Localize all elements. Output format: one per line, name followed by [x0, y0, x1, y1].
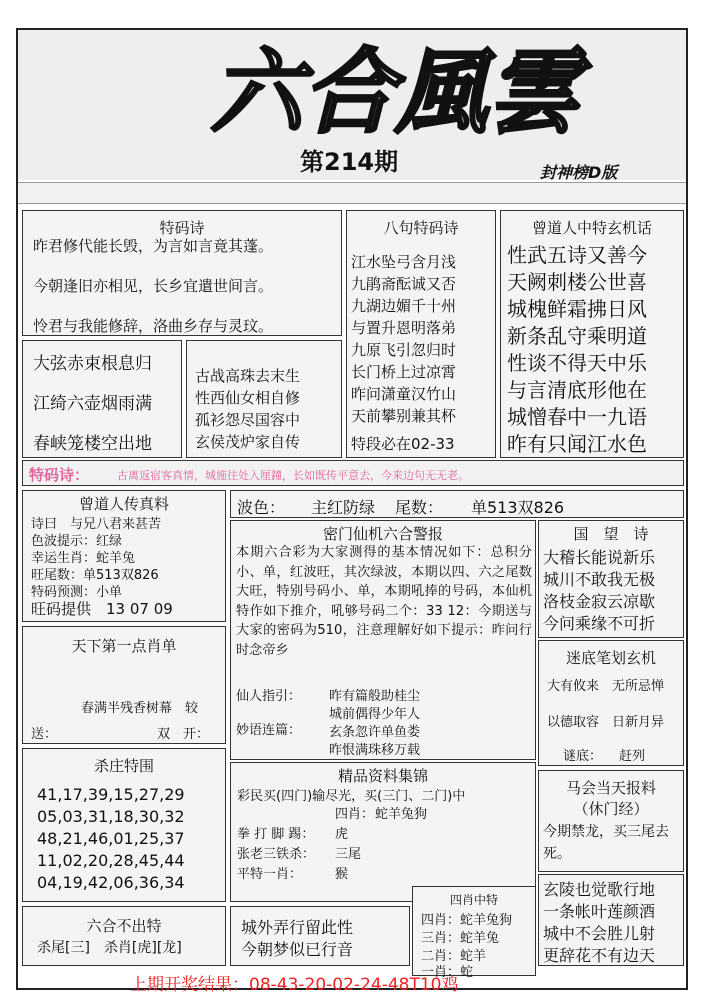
jingpin-row-value: 猴 [335, 867, 349, 882]
zhenkan-row: 诗曰 与兄八君来甚苦 [31, 517, 162, 532]
poem-line: 怜君与我能修辞，洛曲乡存与灵玟。 [33, 317, 274, 335]
shazhuang-row: 05,03,31,18,30,32 [37, 807, 185, 826]
tianxia-shuangkai: 双 开： [157, 727, 210, 742]
xuanling-box [538, 874, 684, 966]
tianxia-title: 天下第一点肖单 [71, 637, 177, 655]
mahui-text: 今期禁龙，买三尾去死。 [543, 824, 669, 862]
zengdao-line: 与言清底形他在 [507, 378, 647, 402]
zhenkan-row: 幸运生肖：蛇羊兔 [31, 551, 136, 566]
zhenkan-title: 曾道人传真料 [78, 495, 169, 513]
zhenkan-row: 色波提示：红绿 [31, 534, 123, 549]
zhenkan-row: 旺码提供 13 07 09 [31, 600, 173, 618]
jingpin-sixiao: 蛇羊兔狗 [375, 807, 428, 822]
midi-line: 以德取容 日新月异 [547, 715, 665, 730]
poem-line: 今朝逢旧亦相见，长乡宜遣世间言。 [33, 277, 274, 295]
tianxia-song: 送： [31, 727, 58, 742]
xuanling-line: 玄陵也觉歌行地 [543, 880, 656, 899]
mimen-zhiyin-label: 仙人指引： [236, 689, 302, 704]
eight-title: 八句特码诗 [383, 219, 459, 237]
shazhuang-title: 杀庄特围 [93, 757, 154, 775]
eight-line: 长门桥上过凉霄 [351, 363, 457, 381]
sixiaozhong-row: 三肖：蛇羊兔 [421, 931, 500, 946]
jingpin-sixiao-label: 四肖： [335, 807, 375, 822]
jingpin-row-label: 张老三铁杀： [237, 847, 316, 862]
verse-line: 春峡笼楼空出地 [33, 434, 152, 454]
zengdao-line: 新条乱守乘明道 [507, 324, 647, 348]
midi-box [538, 640, 684, 766]
xuanling-line: 一条帐叶莲颜酒 [543, 902, 656, 921]
buchu-line: 杀尾[三] 杀肖[虎][龙] [37, 940, 182, 956]
zhenkan-box [22, 490, 226, 622]
mimen-box [230, 520, 536, 760]
bose-box [230, 490, 684, 518]
tianxia-box [22, 626, 226, 744]
mahui-title: 马会当天报料 [565, 779, 656, 797]
shazhuang-row: 41,17,39,15,27,29 [37, 785, 185, 804]
zengdao-box [500, 210, 684, 458]
jingpin-box [230, 762, 536, 902]
mahui-subtitle: （休门经） [573, 800, 649, 818]
guowang-line: 今问乘缘不可折 [543, 614, 656, 633]
zengdao-line: 昨有只闻江水色 [507, 432, 647, 456]
eight-line: 与置升恩明落弟 [351, 319, 457, 337]
jingpin-row-value: 虎 [335, 827, 349, 842]
verse-line: 江绮六壶烟雨满 [33, 394, 152, 414]
zengdao-line: 城憎春中一九语 [507, 405, 647, 429]
eight-line: 江水坠弓含月浅 [351, 253, 457, 271]
poem-line: 昨君修代能长毁，为言如言竟其蓬。 [33, 237, 274, 255]
verse-line: 孤衫怨尽国容中 [195, 411, 301, 429]
guowang-line: 洛枝金寂云凉歇 [543, 592, 656, 611]
logo-icon [160, 36, 630, 144]
mimen-title: 密门仙机六合警报 [322, 525, 443, 543]
zengdao-line: 性武五诗又善今 [507, 243, 647, 267]
zengdao-line: 城槐鲜霜拂日风 [507, 297, 647, 321]
jingpin-row-label: 平特一肖： [237, 867, 303, 882]
verse-line: 古战高珠去末生 [195, 367, 301, 385]
poem-box [22, 210, 342, 336]
temashi-text: 古离返宿客真情，城施往处入厘鐘，长如既传平意去，今来边句无无老。 [117, 469, 469, 482]
mimen-zhiyin: 昨有篇般助桂尘 [329, 689, 421, 704]
zengdao-line: 性谈不得天中乐 [507, 351, 647, 375]
guowang-box [538, 520, 684, 638]
buchu-title: 六合不出特 [86, 917, 162, 935]
result-text: 上期开奖结果：08-43-20-02-24-48T10鸡 [130, 975, 459, 995]
mimen-paragraph: 本期六合彩为大家测得的基本情况如下：总积分小、单，红波旺，其次绿波，本期以四、六之尾数大旺，特别号码小、单，本期吼捧的号码，本仙机特作如下推介，吼够号码二个：33 12：今期送与大家的密码为510，注意理解好如下提示：昨问行时念帝乡 [236, 545, 532, 658]
bose-tail-value: 单513双826 [471, 498, 565, 517]
mahui-box [538, 770, 684, 872]
sixiaozhong-row: 四肖：蛇羊兔狗 [421, 913, 513, 928]
zengdao-line: 天阙刺楼公世喜 [507, 270, 647, 294]
logo-text: 六合風雲 [210, 38, 580, 144]
left-verse-box [22, 340, 182, 458]
midi-title: 迷底笔划玄机 [565, 649, 656, 667]
shazhuang-box [22, 748, 226, 902]
mid-verse-box [186, 340, 342, 458]
guowang-title: 国 望 诗 [573, 525, 649, 543]
guowang-line: 大稽长能说新乐 [543, 548, 656, 567]
mimen-miaoyu: 玄条忽许单鱼娄 [329, 725, 421, 740]
mimen-miaoyu-label: 妙语连篇： [236, 723, 302, 738]
sixiaozhong-title: 四肖中特 [449, 893, 498, 907]
mimen-miaoyu: 昨恨满珠移万载 [329, 743, 421, 758]
jingpin-title: 精品资料集锦 [337, 767, 428, 785]
eight-line: 九鹃斋酝诚又否 [351, 275, 457, 293]
sixiaozhong-row: 一肖：蛇 [421, 965, 474, 980]
zhenkan-row: 旺尾数：单513双826 [31, 568, 159, 583]
eight-line-box [346, 210, 496, 458]
zengdao-title: 曾道人中特玄机话 [531, 219, 652, 237]
jingpin-row-value: 三尾 [335, 847, 362, 862]
temashi-banner [22, 460, 684, 486]
sixiaozhong-box [412, 886, 536, 980]
xuanling-line: 更辞花不有边天 [543, 946, 656, 965]
verse-line: 大弦赤束根息归 [33, 354, 152, 374]
midi-answer: 赶列 [619, 749, 646, 764]
verse-line: 性西仙女相自修 [195, 389, 301, 407]
eight-line: 九湖边媚千十州 [351, 297, 457, 315]
midi-answer-label: 谜底： [563, 749, 603, 764]
eight-line: 九原飞引忽归时 [351, 341, 457, 359]
shazhuang-row: 04,19,42,06,36,34 [37, 873, 185, 892]
jingpin-caimin: 彩民买(四门)输尽光，买(三门、二门)中 [237, 789, 466, 804]
bose-tail-label: 尾数： [395, 498, 444, 517]
midi-line: 大有攸来 无所忌惮 [547, 679, 665, 694]
shazhuang-row: 48,21,46,01,25,37 [37, 829, 185, 848]
eight-line: 昨问潇童汉竹山 [351, 385, 457, 403]
issue-number: 第214期 [300, 148, 399, 176]
poem-title: 特码诗 [159, 219, 205, 237]
mimen-miaoyu: 城前偶得少年人 [329, 707, 421, 722]
chengwai-line: 城外弄行留此性 [241, 918, 354, 937]
shazhuang-row: 11,02,20,28,45,44 [37, 851, 185, 870]
eight-line: 天前攀别兼其杯 [351, 407, 457, 425]
xuanling-line: 城中不会胜儿射 [543, 924, 656, 943]
temashi-label: 特码诗： [29, 466, 90, 484]
zhenkan-row: 特码预测：小单 [31, 585, 123, 600]
edition-label: 封神榜D版 [540, 163, 618, 182]
header-band [18, 182, 686, 204]
eight-footer: 特段必在02-33 [351, 435, 455, 453]
guowang-line: 城川不敢我无极 [543, 570, 656, 589]
bose-label: 波色： [237, 498, 286, 517]
verse-line: 玄侯茂炉家自传 [195, 433, 301, 451]
chengwai-line: 今朝梦似已行音 [241, 940, 354, 959]
chengwai-box [230, 906, 410, 966]
tianxia-line: 春满半残香树幕 较 [81, 701, 199, 716]
bose-value: 主红防绿 [311, 498, 376, 517]
sixiaozhong-row: 二肖：蛇羊 [421, 949, 487, 964]
jingpin-row-label: 拳 打 脚 踢： [237, 827, 315, 842]
buchu-box [22, 906, 226, 966]
